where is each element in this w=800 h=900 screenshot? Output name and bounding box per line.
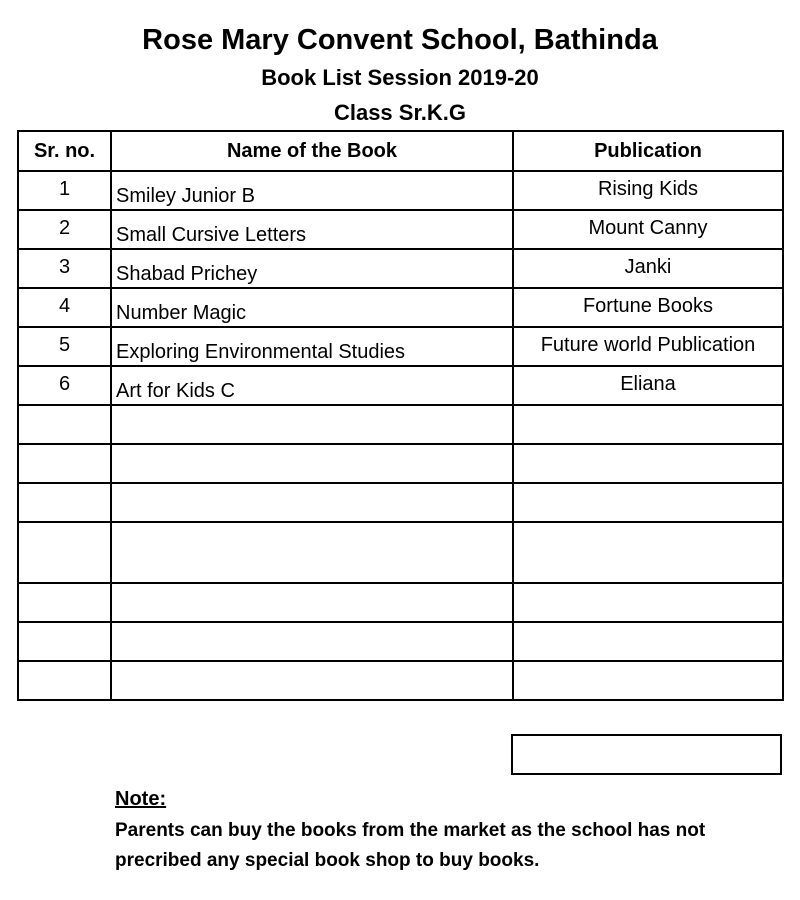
sr-no-cell: 3 <box>18 249 111 288</box>
empty-cell <box>111 583 513 622</box>
publication-cell: Rising Kids <box>513 171 783 210</box>
empty-cell <box>111 405 513 444</box>
empty-cell <box>18 622 111 661</box>
empty-cell <box>111 622 513 661</box>
sr-no-cell: 2 <box>18 210 111 249</box>
publication-cell: Eliana <box>513 366 783 405</box>
book-name-cell: Exploring Environmental Studies <box>111 327 513 366</box>
table-row <box>18 210 783 249</box>
column-header-book-name: Name of the Book <box>111 131 513 171</box>
empty-table-row <box>18 483 783 522</box>
sr-no-cell: 5 <box>18 327 111 366</box>
empty-table-row <box>18 622 783 661</box>
empty-table-row <box>18 661 783 700</box>
empty-cell <box>513 522 783 583</box>
empty-cell <box>513 405 783 444</box>
note-heading: Note: <box>115 788 167 810</box>
empty-cell <box>111 483 513 522</box>
empty-cell <box>513 622 783 661</box>
book-name-cell: Number Magic <box>111 288 513 327</box>
book-list-table <box>17 130 784 701</box>
empty-table-row <box>18 522 783 583</box>
empty-cell <box>111 522 513 583</box>
book-name-cell: Smiley Junior B <box>111 171 513 210</box>
empty-cell <box>111 661 513 700</box>
empty-cell <box>111 444 513 483</box>
empty-cell <box>513 483 783 522</box>
publication-cell: Mount Canny <box>513 210 783 249</box>
table-row <box>18 327 783 366</box>
empty-cell <box>18 661 111 700</box>
empty-table-row <box>18 444 783 483</box>
publication-cell: Future world Publication <box>513 327 783 366</box>
book-name-cell: Small Cursive Letters <box>111 210 513 249</box>
empty-cell <box>513 444 783 483</box>
publication-cell: Janki <box>513 249 783 288</box>
table-header-row <box>18 131 783 171</box>
empty-box <box>511 734 782 775</box>
empty-cell <box>18 583 111 622</box>
empty-cell <box>513 661 783 700</box>
publication-cell: Fortune Books <box>513 288 783 327</box>
empty-cell <box>18 522 111 583</box>
sr-no-cell: 1 <box>18 171 111 210</box>
table-row <box>18 249 783 288</box>
note-text: Parents can buy the books from the market as the school has not precribed any special book shop to buy books. <box>115 820 706 871</box>
table-row <box>18 288 783 327</box>
empty-cell <box>18 405 111 444</box>
book-name-cell: Art for Kids C <box>111 366 513 405</box>
sr-no-cell: 6 <box>18 366 111 405</box>
table-row <box>18 171 783 210</box>
empty-table-row <box>18 583 783 622</box>
sr-no-cell: 4 <box>18 288 111 327</box>
empty-cell <box>18 483 111 522</box>
book-name-cell: Shabad Prichey <box>111 249 513 288</box>
column-header-publication: Publication <box>513 131 783 171</box>
table-row <box>18 366 783 405</box>
session-title: Book List Session 2019-20 <box>261 65 539 90</box>
empty-cell <box>513 583 783 622</box>
column-header-sr-no: Sr. no. <box>18 131 111 171</box>
school-name: Rose Mary Convent School, Bathinda <box>142 24 658 56</box>
empty-cell <box>18 444 111 483</box>
class-title: Class Sr.K.G <box>333 100 467 125</box>
empty-table-row <box>18 405 783 444</box>
